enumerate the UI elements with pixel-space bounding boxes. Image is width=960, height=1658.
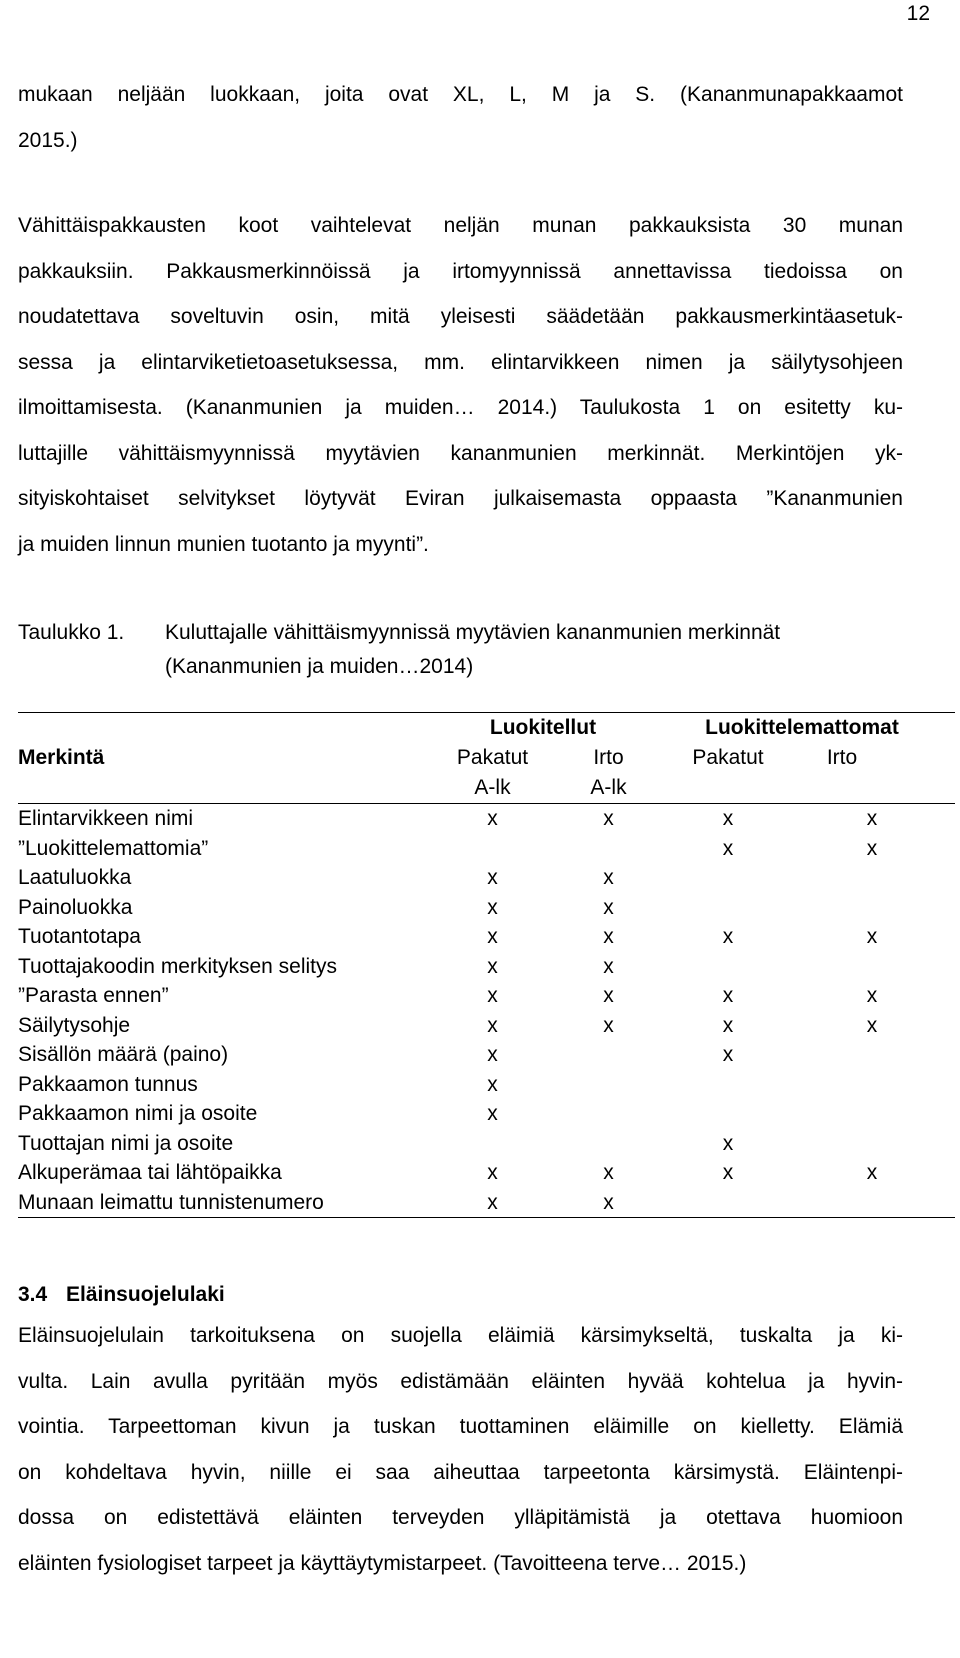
table-row	[18, 1158, 955, 1188]
section-heading	[18, 1283, 225, 1307]
header-loose-ungraded: Irto	[826, 746, 858, 769]
table-row	[18, 1099, 955, 1129]
text-line: sityiskohtaiset selvitykset löytyvät Eviran julkaisemasta oppaasta ”Kananmunien	[18, 487, 903, 510]
egg-labelling-table	[18, 712, 955, 1218]
text-line: dossa on edistettävä eläinten terveyden ylläpitämistä ja otettava huomioon	[18, 1506, 903, 1529]
text-line: pakkauksiin. Pakkausmerkinnöissä ja irtomyynnissä annettavissa tiedoissa on	[18, 259, 903, 283]
row-mark-c4	[789, 1070, 955, 1100]
row-mark-c4	[789, 1129, 955, 1159]
row-mark-c3: x	[722, 984, 734, 1008]
row-label: Painoluokka	[18, 895, 133, 919]
section-title: Eläinsuojelulaki	[66, 1283, 225, 1306]
table-row	[18, 863, 955, 893]
page-number: 12	[906, 2, 930, 25]
header-label-column: Merkintä	[18, 746, 105, 769]
row-label: Munaan leimattu tunnistenumero	[18, 1190, 324, 1214]
row-mark-c4	[789, 952, 955, 982]
row-mark-c1: x	[487, 1161, 498, 1185]
row-mark-c4: x	[866, 807, 878, 831]
row-label: Tuottajakoodin merkityksen selitys	[18, 954, 338, 978]
row-mark-c3: x	[722, 1131, 734, 1155]
text-line: vointia. Tarpeettoman kivun ja tuskan tuottaminen eläimille on kielletty. Elämiä	[18, 1415, 903, 1438]
row-label: ”Parasta ennen”	[18, 984, 169, 1008]
row-mark-c4: x	[866, 1013, 878, 1037]
row-mark-c3	[667, 1099, 789, 1129]
row-mark-c4: x	[866, 984, 878, 1008]
row-mark-c1	[435, 834, 550, 864]
row-mark-c3	[667, 1070, 789, 1100]
row-mark-c3: x	[722, 1013, 734, 1037]
row-mark-c3: x	[722, 1161, 734, 1185]
table-row	[18, 1129, 955, 1159]
row-mark-c2	[550, 834, 667, 864]
row-mark-c2: x	[603, 866, 614, 890]
table-row	[18, 1188, 955, 1218]
text-line: sessa ja elintarviketietoasetuksessa, mm. elintarvikkeen nimen ja säilytysohjeen	[18, 350, 903, 374]
row-mark-c3: x	[722, 925, 734, 949]
text-line: vulta. Lain avulla pyritään myös edistämään eläinten hyvää kohtelua ja hyvin-	[18, 1369, 903, 1393]
table-row	[18, 1011, 955, 1041]
table-row	[18, 981, 955, 1011]
row-label: Elintarvikkeen nimi	[18, 807, 194, 831]
row-mark-c3: x	[722, 807, 734, 831]
table-row	[18, 1040, 955, 1070]
row-mark-c1: x	[487, 866, 498, 890]
row-mark-c1: x	[487, 954, 498, 978]
row-mark-c4	[789, 1040, 955, 1070]
table-row	[18, 804, 955, 834]
table-caption-title: Kuluttajalle vähittäismyynnissä myytävien kananmunien merkinnät	[165, 621, 781, 644]
header-packed: Pakatut	[456, 746, 529, 769]
text-line: noudatettava soveltuvin osin, mitä yleisesti säädetään pakkausmerkintäasetuk-	[18, 305, 903, 328]
row-mark-c1	[435, 1129, 550, 1159]
header-class-packed: A-lk	[474, 776, 511, 799]
row-mark-c4: x	[866, 1161, 878, 1185]
row-mark-c2	[550, 1040, 667, 1070]
row-label: Tuottajan nimi ja osoite	[18, 1131, 234, 1155]
row-mark-c1: x	[487, 895, 498, 919]
text-line: Vähittäispakkausten koot vaihtelevat neljän munan pakkauksista 30 munan	[18, 214, 903, 237]
row-mark-c1: x	[487, 1072, 498, 1096]
row-mark-c2: x	[603, 1161, 614, 1185]
row-mark-c2: x	[603, 807, 614, 831]
table-row	[18, 922, 955, 952]
row-mark-c2: x	[603, 954, 614, 978]
row-mark-c2: x	[603, 1013, 614, 1037]
row-mark-c2	[550, 1129, 667, 1159]
row-label: Pakkaamon nimi ja osoite	[18, 1102, 258, 1126]
row-label: Sisällön määrä (paino)	[18, 1043, 229, 1067]
paragraph-animal-welfare	[18, 1313, 903, 1586]
row-mark-c2: x	[603, 925, 614, 949]
row-mark-c4	[789, 893, 955, 923]
table-caption	[18, 616, 780, 684]
row-mark-c1: x	[487, 925, 498, 949]
row-mark-c1: x	[487, 1013, 498, 1037]
text-line: luttajille vähittäismyynnissä myytävien kananmunien merkinnät. Merkintöjen yk-	[18, 441, 903, 465]
header-class-loose: A-lk	[590, 776, 627, 799]
row-label: ”Luokittelemattomia”	[18, 836, 209, 860]
row-mark-c1: x	[487, 1043, 498, 1067]
row-mark-c3	[667, 1188, 789, 1218]
header-ungraded: Luokittelemattomat	[705, 716, 899, 739]
row-mark-c4: x	[866, 925, 878, 949]
header-graded: Luokitellut	[489, 716, 597, 739]
row-label: Tuotantotapa	[18, 925, 141, 949]
row-mark-c1: x	[487, 984, 498, 1008]
section-number: 3.4	[18, 1283, 48, 1306]
table-caption-source: (Kananmunien ja muiden…2014)	[165, 655, 474, 678]
text-line: ilmoittamisesta. (Kananmunien ja muiden… 2014.) Taulukosta 1 on esitetty ku-	[18, 396, 903, 419]
text-line: eläinten fysiologiset tarpeet ja käyttäytymistarpeet. (Tavoitteena terve… 2015.)	[18, 1551, 747, 1575]
paragraph-egg-sizes	[18, 72, 903, 163]
table-row	[18, 834, 955, 864]
row-mark-c1: x	[487, 1190, 498, 1214]
header-loose: Irto	[593, 746, 624, 769]
text-line: 2015.)	[18, 128, 78, 152]
row-mark-c1: x	[487, 1102, 498, 1126]
row-mark-c3	[667, 952, 789, 982]
row-label: Pakkaamon tunnus	[18, 1072, 198, 1096]
row-mark-c4	[789, 863, 955, 893]
row-mark-c3	[667, 863, 789, 893]
paragraph-packaging	[18, 203, 903, 567]
row-label: Alkuperämaa tai lähtöpaikka	[18, 1161, 282, 1185]
row-mark-c4: x	[866, 836, 878, 860]
table-bottom-rule	[18, 1217, 955, 1218]
header-packed-ungraded: Pakatut	[692, 746, 764, 769]
row-mark-c2	[550, 1070, 667, 1100]
row-mark-c2: x	[603, 984, 614, 1008]
row-label: Laatuluokka	[18, 866, 132, 890]
text-line: ja muiden linnun munien tuotanto ja myynti”.	[18, 532, 429, 556]
row-mark-c3: x	[722, 836, 734, 860]
row-mark-c1: x	[487, 807, 498, 831]
row-mark-c4	[789, 1099, 955, 1129]
row-mark-c3: x	[722, 1043, 734, 1067]
row-mark-c2: x	[603, 895, 614, 919]
row-mark-c2: x	[603, 1190, 614, 1214]
row-label: Säilytysohje	[18, 1013, 131, 1037]
text-line: mukaan neljään luokkaan, joita ovat XL, L, M ja S. (Kananmunapakkaamot	[18, 83, 903, 106]
row-mark-c2	[550, 1099, 667, 1129]
table-caption-label: Taulukko 1.	[18, 621, 125, 644]
table-row	[18, 1070, 955, 1100]
text-line: on kohdeltava hyvin, niille ei saa aiheuttaa tarpeetonta kärsimystä. Eläintenpi-	[18, 1460, 903, 1484]
text-line: Eläinsuojelulain tarkoituksena on suojella eläimiä kärsimykseltä, tuskalta ja ki-	[18, 1324, 903, 1347]
row-mark-c3	[667, 893, 789, 923]
table-row	[18, 893, 955, 923]
row-mark-c4	[789, 1188, 955, 1218]
table-row	[18, 952, 955, 982]
